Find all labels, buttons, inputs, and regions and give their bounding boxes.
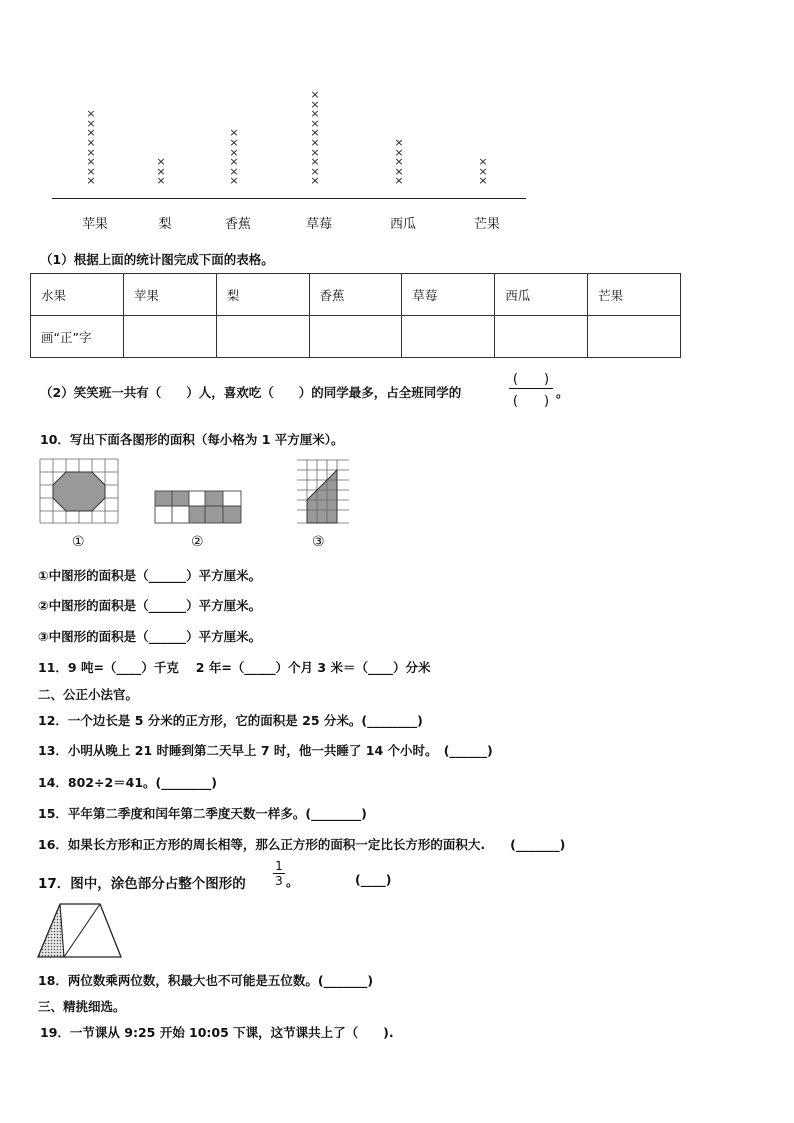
fraction-numerator: ( ) — [512, 372, 550, 387]
table-row — [31, 274, 681, 316]
fruit-label: 梨 — [158, 217, 172, 232]
tally-mark: × — [394, 136, 404, 149]
q1-text: （1）根据上面的统计图完成下面的表格。 — [40, 252, 274, 267]
table-cell: 梨 — [216, 274, 309, 316]
answer-cell[interactable] — [495, 316, 588, 358]
tally-mark: × — [310, 97, 320, 111]
q10-answer-2: ②中图形的面积是（______）平方厘米。 — [38, 598, 262, 613]
tally-mark: × — [86, 174, 96, 188]
q17-end: 。 — [286, 874, 299, 889]
table-cell: 画“正”字 — [31, 316, 124, 358]
figure-2-grid — [155, 491, 241, 523]
tally-mark: × — [310, 164, 320, 178]
tally-mark: × — [310, 174, 320, 188]
section-3-title: 三、精挑细选。 — [38, 999, 126, 1014]
tally-mark: × — [478, 174, 488, 188]
tally-column-5 — [476, 157, 490, 186]
tally-mark: × — [86, 145, 96, 159]
q17-fraction — [273, 860, 285, 887]
q11-text: 11．9 吨=（____）千克 2 年=（_____）个月 3 米＝（____）分米 — [38, 660, 431, 675]
fruit-label: 香蕉 — [224, 217, 251, 232]
tally-mark: × — [229, 135, 239, 149]
tally-mark: × — [394, 155, 404, 169]
tally-mark: × — [156, 174, 166, 188]
table-cell: 草莓 — [402, 274, 495, 316]
tally-mark: × — [156, 155, 166, 169]
tally-mark: × — [310, 107, 320, 121]
tally-column-4 — [392, 138, 406, 186]
answer-cell[interactable] — [588, 316, 681, 358]
fruit-tally-table — [30, 273, 681, 358]
tally-mark: × — [310, 155, 320, 169]
figure-2-label: ② — [191, 534, 204, 550]
tally-column-2 — [227, 128, 241, 186]
q17-answer: (____) — [355, 872, 392, 887]
tally-column-0 — [84, 109, 98, 186]
chart-baseline — [52, 198, 526, 199]
fruit-label: 苹果 — [81, 217, 108, 232]
tally-mark: × — [86, 155, 96, 169]
q2-fraction — [509, 368, 553, 409]
q10-answer-1: ①中图形的面积是（______）平方厘米。 — [38, 568, 262, 583]
figure-3-grid — [297, 460, 349, 523]
q12-text: 12．一个边长是 5 分米的正方形，它的面积是 25 分米。(________) — [38, 713, 423, 728]
q10-text: 10．写出下面各图形的面积（每小格为 1 平方厘米）。 — [40, 432, 344, 447]
table-cell: 苹果 — [123, 274, 216, 316]
tally-mark: × — [86, 126, 96, 140]
tally-mark: × — [229, 174, 239, 188]
table-cell: 香蕉 — [309, 274, 402, 316]
q2-text: （2）笑笑班一共有（ ）人，喜欢吃（ ）的同学最多，占全班同学的 — [40, 385, 462, 400]
q18-text: 18．两位数乘两位数，积最大也不可能是五位数。(_______) — [38, 973, 374, 988]
tally-mark: × — [156, 164, 166, 178]
tally-mark: × — [478, 155, 488, 169]
fraction-denominator: 3 — [275, 874, 283, 888]
q2-end: 。 — [556, 385, 569, 400]
parallelogram-figure — [38, 903, 122, 959]
q13-text: 13．小明从晚上 21 时睡到第二天早上 7 时，他一共睡了 14 个小时。 (______) — [38, 743, 493, 758]
tally-mark: × — [229, 126, 239, 140]
section-2-title: 二、公正小法官。 — [38, 687, 139, 702]
tally-mark: × — [310, 88, 320, 101]
q15-text: 15．平年第二季度和闰年第二季度天数一样多。(________) — [38, 806, 367, 821]
answer-cell[interactable] — [309, 316, 402, 358]
q10-answer-3: ③中图形的面积是（______）平方厘米。 — [38, 629, 262, 644]
q14-text: 14．802÷2＝41。(________) — [38, 775, 217, 790]
tally-mark: × — [478, 164, 488, 178]
answer-cell[interactable] — [123, 316, 216, 358]
tally-mark: × — [229, 155, 239, 169]
table-cell: 西瓜 — [495, 274, 588, 316]
fruit-label: 草莓 — [305, 217, 332, 232]
fraction-denominator: ( ) — [512, 394, 550, 409]
tally-mark: × — [310, 145, 320, 159]
table-cell: 水果 — [31, 274, 124, 316]
q16-text: 16．如果长方形和正方形的周长相等，那么正方形的面积一定比长方形的面积大. (_______) — [38, 837, 566, 852]
table-cell: 芒果 — [588, 274, 681, 316]
table-row — [31, 316, 681, 358]
figure-1-grid — [40, 459, 120, 523]
tally-mark: × — [86, 107, 96, 121]
answer-cell[interactable] — [402, 316, 495, 358]
fraction-numerator: 1 — [275, 859, 283, 873]
fruit-label: 西瓜 — [389, 217, 416, 232]
tally-column-1 — [154, 157, 168, 186]
tally-mark: × — [86, 164, 96, 178]
figure-3-label: ③ — [312, 534, 325, 550]
tally-mark: × — [86, 135, 96, 149]
tally-mark: × — [310, 126, 320, 140]
answer-cell[interactable] — [216, 316, 309, 358]
tally-mark: × — [394, 145, 404, 159]
figure-1-label: ① — [72, 534, 85, 550]
tally-mark: × — [394, 174, 404, 188]
tally-mark: × — [86, 116, 96, 130]
fruit-label: 芒果 — [473, 217, 500, 232]
tally-mark: × — [310, 116, 320, 130]
tally-mark: × — [229, 145, 239, 159]
tally-column-3 — [308, 90, 322, 186]
tally-mark: × — [310, 135, 320, 149]
q19-text: 19．一节课从 9:25 开始 10:05 下课，这节课共上了（ ). — [40, 1025, 394, 1040]
q17-text: 17．图中，涂色部分占整个图形的 — [38, 876, 246, 892]
tally-mark: × — [394, 164, 404, 178]
tally-mark: × — [229, 164, 239, 178]
